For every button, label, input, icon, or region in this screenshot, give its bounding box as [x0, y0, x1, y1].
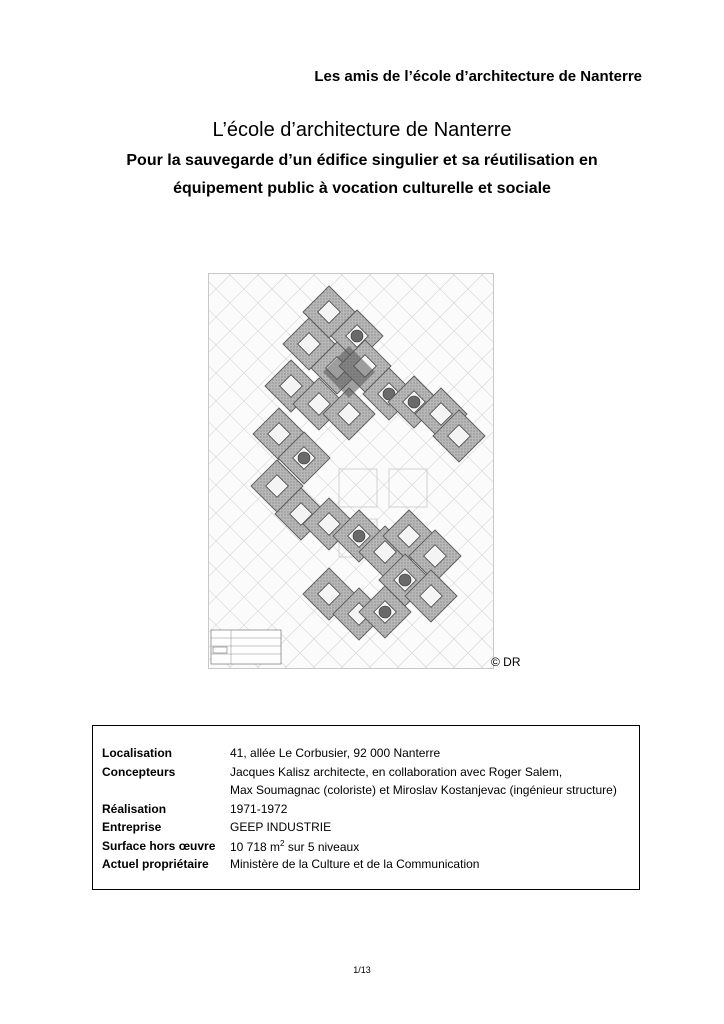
- info-label: Surface hors œuvre: [102, 838, 216, 853]
- subtitle-line-1: Pour la sauvegarde d’un édifice singulier et sa réutilisation en: [126, 152, 598, 169]
- info-value: Max Soumagnac (coloriste) et Miroslav Kostanjevac (ingénieur structure): [230, 783, 617, 797]
- subtitle-line-2: équipement public à vocation culturelle et sociale: [173, 180, 551, 197]
- association-header: Les amis de l’école d’architecture de Nanterre: [314, 68, 642, 85]
- info-label: Localisation: [102, 746, 173, 760]
- surface-unit-exponent: 2: [280, 838, 285, 848]
- info-value: Jacques Kalisz architecte, en collaboration avec Roger Salem,: [230, 764, 563, 779]
- info-label: [102, 783, 230, 802]
- info-value: GEEP INDUSTRIE: [230, 820, 332, 834]
- info-row-company: [102, 820, 617, 839]
- info-row-designers: [102, 765, 617, 784]
- page-number: 1/13: [353, 965, 371, 975]
- surface-value-rest: sur 5 niveaux: [284, 839, 360, 854]
- document-title: L’école d’architecture de Nanterre: [212, 119, 512, 141]
- project-info-table: [102, 746, 617, 876]
- info-row-realisation: [102, 802, 617, 821]
- info-row-location: [102, 746, 617, 765]
- info-label: Réalisation: [102, 801, 167, 816]
- architectural-plan-figure: [208, 273, 494, 669]
- info-label: Entreprise: [102, 820, 162, 834]
- project-info-box: [92, 725, 640, 890]
- document-subtitle: [0, 147, 724, 203]
- plan-title-block: [211, 630, 281, 664]
- info-value: 1971-1972: [230, 801, 288, 816]
- info-row-owner: [102, 857, 617, 876]
- info-value: [230, 839, 617, 858]
- surface-value: 10 718 m: [230, 839, 281, 854]
- info-row-surface: [102, 839, 617, 858]
- info-value: 41, allée Le Corbusier, 92 000 Nanterre: [230, 746, 441, 760]
- info-row-designers-cont: [102, 783, 617, 802]
- info-value: Ministère de la Culture et de la Communication: [230, 857, 480, 871]
- info-label: Actuel propriétaire: [102, 857, 209, 871]
- info-label: Concepteurs: [102, 764, 176, 779]
- floor-plan-drawing: [209, 274, 493, 668]
- image-credit: © DR: [491, 655, 521, 669]
